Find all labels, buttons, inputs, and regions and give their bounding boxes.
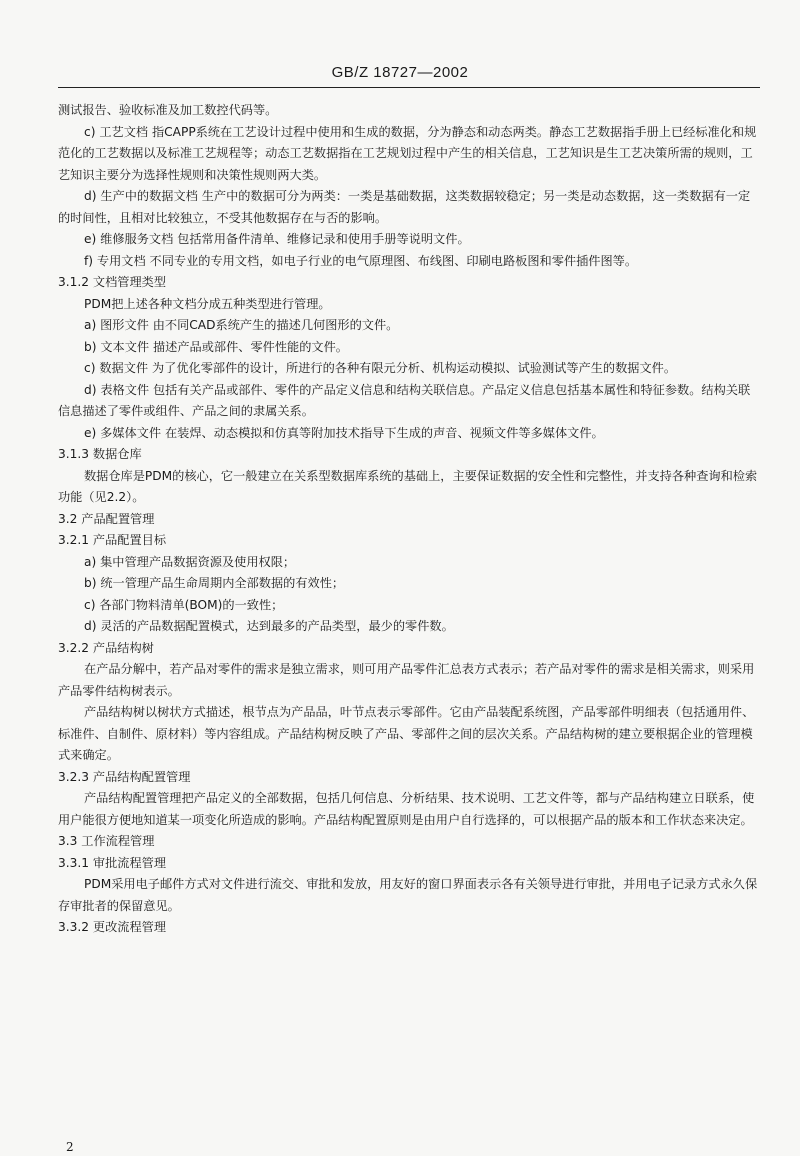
list-item: b) 文本文件 描述产品或部件、零件性能的文件。	[84, 339, 348, 354]
list-item: b) 统一管理产品生命周期内全部数据的有效性；	[84, 576, 345, 590]
section-heading: 3.3.2 更改流程管理	[58, 920, 167, 934]
list-item: c) 数据文件 为了优化零部件的设计，所进行的各种有限元分析、机构运动模拟、试验测试等产生的数据文件。	[84, 361, 677, 375]
paragraph: 产品结构树以树状方式描述，根节点为产品品，叶节点表示零部件。它由产品装配系统图，产品零部件明细表（包括通用件、标准件、自制件、原材料）等内容组成。产品结构树反映了产品、零部件之间的层次关系。产品结构树的建立要根据企业的管理模式来确定。	[58, 705, 755, 762]
paragraph: 产品结构配置管理把产品定义的全部数据，包括几何信息、分析结果、技术说明、工艺文件等，都与产品结构建立日联系，使用户能很方便地知道某一项变化所造成的影响。产品结构配置原则是由用户自行选择的，可以根据产品的版本和工作状态来决定。	[58, 791, 755, 827]
page-number: 2	[66, 1140, 74, 1154]
paragraph: d) 生产中的数据文档 生产中的数据可分为两类：一类是基础数据，这类数据较稳定；另一类是动态数据，这一类数据有一定的时间性，且相对比较独立，不受其他数据存在与否的影响。	[58, 189, 751, 225]
section-heading: 3.3.1 审批流程管理	[58, 855, 167, 870]
list-item: e) 多媒体文件 在装焊、动态模拟和仿真等附加技术指导下生成的声音、视频文件等多媒体文件。	[84, 425, 604, 440]
section-heading: 3.2.1 产品配置目标	[58, 533, 167, 547]
list-item: a) 图形文件 由不同CAD系统产生的描述几何图形的文件。	[84, 318, 399, 332]
document-body	[58, 100, 760, 939]
paragraph: 测试报告、验收标准及加工数控代码等。	[58, 103, 278, 117]
list-item: c) 各部门物料清单(BOM)的一致性；	[84, 597, 284, 612]
paragraph: e) 维修服务文档 包括常用备件清单、维修记录和使用手册等说明文件。	[84, 232, 470, 246]
paragraph: PDM把上述各种文档分成五种类型进行管理。	[84, 296, 331, 311]
paragraph: PDM采用电子邮件方式对文件进行流交、审批和发放，用友好的窗口界面表示各有关领导进行审批，并用电子记录方式永久保存审批者的保留意见。	[58, 877, 758, 913]
paragraph: 数据仓库是PDM的核心，它一般建立在关系型数据库系统的基础上，主要保证数据的安全性和完整性，并支持各种查询和检索功能（见2.2）。	[58, 468, 758, 504]
section-heading: 3.2 产品配置管理	[58, 511, 155, 526]
section-heading: 3.1.2 文档管理类型	[58, 275, 167, 289]
list-item: d) 表格文件 包括有关产品或部件、零件的产品定义信息和结构关联信息。产品定义信息包括基本属性和特征参数。结构关联信息描述了零件或组件、产品之间的隶属关系。	[58, 382, 751, 418]
paragraph: c) 工艺文档 指CAPP系统在工艺设计过程中使用和生成的数据，分为静态和动态两类。静态工艺数据指手册上已经标准化和规范化的工艺数据以及标准工艺规程等；动态工艺数据指在工艺规划过程中产生的相关信息，工艺知识是生工艺决策所需的规则，工艺知识主要分为选择性规则和决策性规则两大类。	[58, 124, 757, 182]
section-heading: 3.1.3 数据仓库	[58, 447, 142, 461]
standard-code-header: GB/Z 18727—2002	[331, 64, 469, 81]
section-heading: 3.3 工作流程管理	[58, 834, 155, 848]
section-heading: 3.2.2 产品结构树	[58, 640, 154, 655]
paragraph: 在产品分解中，若产品对零件的需求是独立需求，则可用产品零件汇总表方式表示；若产品对零件的需求是相关需求，则采用产品零件结构树表示。	[58, 662, 755, 698]
paragraph: f) 专用文档 不同专业的专用文档，如电子行业的电气原理图、布线图、印刷电路板图和零件插件图等。	[84, 253, 638, 268]
section-heading: 3.2.3 产品结构配置管理	[58, 769, 191, 784]
list-item: a) 集中管理产品数据资源及使用权限；	[84, 554, 296, 569]
header-rule	[58, 87, 760, 88]
list-item: d) 灵活的产品数据配置模式，达到最多的产品类型，最少的零件数。	[84, 619, 454, 633]
